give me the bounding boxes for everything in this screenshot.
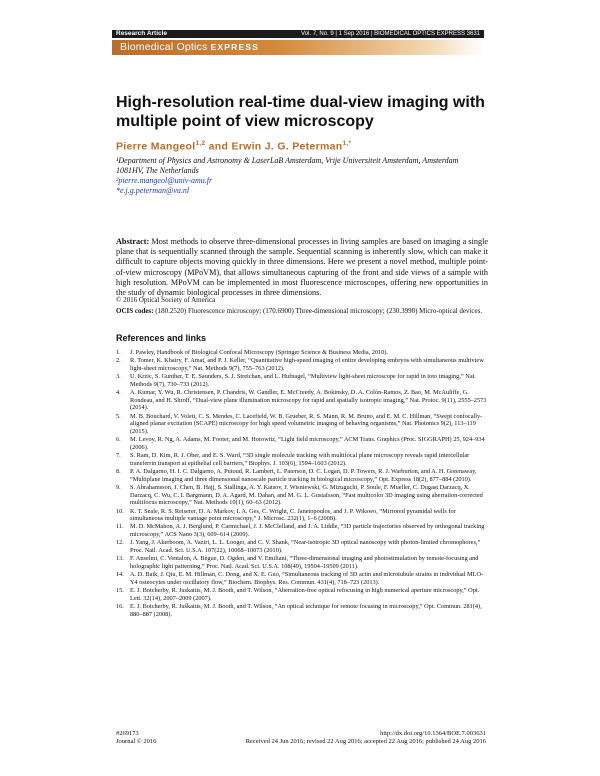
- reference-number: 7.: [116, 452, 121, 460]
- reference-item: [116, 523, 488, 538]
- reference-item: [116, 508, 488, 523]
- reference-text: S. Abrahamsson, J. Chen, B. Hajj, S. Stallinga, A. Y. Katsov, J. Wisniewski, G. Mizuguchi, P. Soule, F. Mueller, C. Dugast Darzacq, X. Darzacq, C. Wu, C. I. Bargmann, D. A. Agard, M. Dahan, and M. G. L. Gustafsson, “Fast multicolor 3D imaging using aberration-corrected multifocus microscopy,” Nat. Methods 10(1), 60–63 (2012).: [130, 483, 483, 507]
- reference-item: [116, 555, 488, 570]
- reference-number: 12.: [116, 539, 124, 547]
- reference-number: 10.: [116, 507, 124, 515]
- reference-number: 13.: [116, 555, 124, 563]
- journal-citation: Vol. 7, No. 9 | 1 Sep 2016 | BIOMEDICAL OPTICS EXPRESS 3631: [301, 31, 480, 37]
- reference-number: 2.: [116, 357, 121, 365]
- footer-right: [246, 730, 486, 746]
- reference-number: 8.: [116, 468, 121, 476]
- reference-item: [116, 452, 488, 467]
- references-heading: References and links: [116, 333, 207, 343]
- manuscript-id: #269173: [116, 730, 139, 737]
- article-type-label: Research Article: [116, 30, 168, 37]
- reference-text: E. J. Botcherby, R. Juškaitis, M. J. Booth, and T. Wilson, “An optical technique for remote focusing in microscopy,” Opt. Commun. 281(4), 880–887 (2008).: [130, 603, 482, 618]
- email-1-link[interactable]: ²pierre.mangeol@univ-amu.fr: [116, 176, 213, 185]
- reference-item: [116, 468, 488, 483]
- reference-number: 16.: [116, 603, 124, 610]
- affiliations: [116, 156, 488, 196]
- reference-number: 15.: [116, 587, 124, 595]
- reference-text: S. Ram, D. Kim, R. J. Ober, and E. S. Ward, “3D single molecule tracking with multifocal plane microscopy reveals rapid intercellular transferrin transport at epithelial cell barriers,” Biophys. J. 103(6), 1594–1603 (2012).: [130, 452, 470, 467]
- reference-list: [116, 349, 488, 619]
- reference-item: [116, 349, 488, 357]
- reference-number: 1.: [116, 349, 121, 356]
- journal-name-sub: EXPRESS: [210, 42, 260, 52]
- reference-text: J. Yang, J. Akerboom, A. Vaziri, L. L. Looger, and C. V. Shank, “Near-isotropic 3D optical nanoscopy with photon-limited chromophores,” Proc. Natl. Acad. Sci. U.S.A. 107(22), 10068–10073 (2010).: [130, 539, 481, 555]
- reference-number: 3.: [116, 373, 121, 381]
- email-2-link[interactable]: *e.j.g.peterman@vu.nl: [116, 186, 190, 195]
- abstract-label: Abstract:: [116, 237, 150, 246]
- author-2: Erwin J. G. Peterman: [231, 140, 343, 153]
- reference-text: M. Levoy, R. Ng, A. Adams, M. Footer, and M. Horowitz, “Light field microscopy,” ACM Trans. Graphics (Proc. SIGGRAPH) 25, 924–934 (2006).: [130, 436, 485, 451]
- reference-item: [116, 587, 488, 602]
- author-2-affiliation-marks: 1,*: [342, 140, 352, 147]
- author-1: Pierre Mangeol: [116, 140, 196, 153]
- journal-name-main: Biomedical Optics: [120, 41, 208, 53]
- reference-text: A. Kumar, Y. Wu, R. Christensen, P. Chandris, W. Gandler, E. McCreedy, A. Bokinsky, D. A. Colón-Ramos, Z. Bao, M. McAuliffe, G. Rondeau, and H. Shroff, “Dual-view plane illumination microscopy for rapid and spatially isotropic imaging,” Nat. Protoc. 9(11), 2555–2573 (2014).: [130, 389, 487, 412]
- reference-text: M. B. Bouchard, V. Voleti, C. S. Mendes, C. Lacefield, W. B. Grueber, R. S. Mann, R. M. Bruno, and E. M. C. Hillman, “Swept confocally-aligned planar excitation (SCAPE) microscopy for high speed volumetric imaging of behaving organisms,” Nat. Photonics 9(2), 113–119 (2015).: [130, 412, 483, 436]
- reference-text: E. J. Botcherby, R. Juskaitis, M. J. Booth, and T. Wilson, “Aberration-free optical refocusing in high numerical aperture microscopy,” Opt. Lett. 32(14), 2007–2009 (2007).: [130, 587, 480, 602]
- reference-text: J. Pawley, Handbook of Biological Confocal Microscopy (Springer Science & Business Media, 2010).: [130, 349, 389, 356]
- ocis-label: OCIS codes:: [116, 307, 154, 315]
- reference-item: [116, 357, 488, 372]
- reference-text: R. Tomer, K. Khairy, F. Amat, and P. J. Keller, “Quantitative high-speed imaging of entire developing embryos with simultaneous multiview light-sheet microscopy,” Nat. Methods 9(7), 755–763 (2012).: [130, 357, 484, 372]
- reference-item: [116, 436, 488, 451]
- author-1-affiliation-marks: 1,2: [195, 140, 206, 147]
- reference-item: [116, 389, 488, 412]
- reference-number: 14.: [116, 571, 124, 579]
- reference-number: 6.: [116, 436, 121, 444]
- reference-number: 11.: [116, 523, 124, 531]
- affiliation-1: ¹Department of Physics and Astronomy & LaserLaB Amsterdam, Vrije Universiteit Amsterdam, Amsterdam 1081HV, The Netherlands: [116, 156, 459, 175]
- reference-number: 5.: [116, 412, 121, 420]
- copyright-notice: © 2016 Optical Society of America: [116, 296, 216, 304]
- journal-banner: [112, 40, 484, 55]
- reference-item: [116, 413, 488, 436]
- ocis-codes: [116, 307, 488, 316]
- abstract-text: Most methods to observe three-dimensional processes in living samples are based on imaging a single plane that is sequentially scanned through the sample. Sequential scanning is inherently slow, which can make it difficult to capture objects moving quickly in three dimensions. Here we present a novel method, multiple point-of-view microscopy (MPoVM), that allows simultaneous capturing of the front and side views of a sample with high resolution. MPoVM can be implemented in most fluorescence microscopes, offering new opportunities in the study of dynamic biological processes in three dimensions.: [116, 237, 488, 298]
- abstract: [116, 237, 488, 298]
- journal-copyright: Journal © 2016: [116, 738, 157, 745]
- reference-text: K. T. Seale, R. S. Reiserer, D. A. Markov, I. A. Ges, C. Wright, C. Janetopoulos, and J. P. Wikswo, “Mirrored pyramidal wells for simultaneous multiple vantage point microscopy,” J. Microsc. 232(1), 1–6 (2008).: [130, 507, 456, 523]
- reference-number: 4.: [116, 389, 121, 397]
- reference-text: M. D. McMahon, A. J. Berglund, P. Carmichael, J. J. McClelland, and J. A. Liddle, “3D particle trajectories observed by orthogonal tracking microscopy,” ACS Nano 3(3), 609–614 (2009).: [130, 523, 485, 539]
- journal-name: [120, 41, 259, 54]
- doi-link[interactable]: http://dx.doi.org/10.1364/BOE.7.003631: [380, 730, 486, 737]
- reference-item: [116, 539, 488, 554]
- author-separator: and: [208, 140, 229, 153]
- author-list: [116, 140, 488, 153]
- reference-text: A. D. Baik, J. Qiu, E. M. Hillman, C. Dong, and X. E. Guo, “Simultaneous tracking of 3D actin and microtubule strains in individual MLO-Y4 osteocytes under oscillatory flow,” Biochem. Biophys. Res. Commun. 431(4), 718–723 (2013).: [130, 571, 484, 586]
- publication-dates: Received 24 Jun 2016; revised 22 Aug 2016; accepted 22 Aug 2016; published 24 Aug 2016: [245, 738, 486, 745]
- reference-text: P. A. Dalgarno, H. I. C. Dalgarno, A. Putoud, R. Lambert, L. Paterson, D. C. Logan, D. P. Towers, R. J. Warburton, and A. H. Greenaway, “Multiplane imaging and three dimensional nanoscale particle tracking in biological microscopy,” Opt. Express 18(2), 877–884 (2010).: [130, 468, 477, 483]
- reference-item: [116, 373, 488, 388]
- paper-title: High-resolution real-time dual-view imaging with multiple point of view microscopy: [116, 94, 485, 130]
- ocis-text: (180.2520) Fluorescence microscopy; (170.6900) Three-dimensional microscopy; (230.3990) Micro-optical devices.: [155, 307, 483, 315]
- reference-item: [116, 571, 488, 586]
- article-header-bar: [112, 30, 484, 38]
- reference-item: [116, 603, 488, 618]
- reference-text: U. Krzic, S. Gunther, T. E. Saunders, S. J. Streichan, and L. Hufnagel, “Multiview light-sheet microscope for rapid in toto imaging,” Nat. Methods 9(7), 730–733 (2012).: [130, 373, 476, 388]
- footer-left: [116, 730, 156, 746]
- reference-text: F. Anselmi, C. Ventalon, A. Bègue, D. Ogden, and V. Emiliani, “Three-dimensional imaging and photostimulation by remote-focusing and holographic light patterning,” Proc. Natl. Acad. Sci. U.S.A. 108(49), 19504–19509 (2011).: [130, 555, 479, 570]
- reference-item: [116, 484, 488, 507]
- reference-number: 9.: [116, 483, 121, 491]
